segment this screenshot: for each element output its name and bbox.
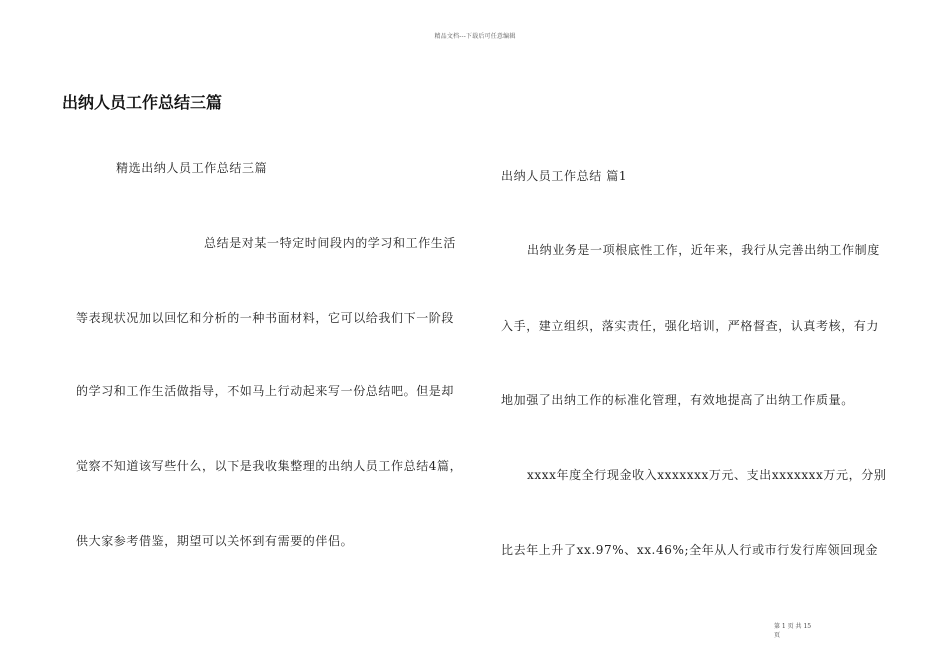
document-title: 出纳人员工作总结三篇 [62,93,223,112]
section-heading: 出纳人员工作总结 篇1 [501,169,628,183]
page-footer [774,622,834,640]
left-line-4: 的学习和工作生活做指导，不如马上行动起来写一份总结吧。但是却 [76,384,455,398]
right-line-3: 地加强了出纳工作的标准化管理，有效地提高了出纳工作质量。 [501,393,854,407]
page-indicator-suffix: 页 [774,632,781,639]
left-line-6: 供大家参考借鉴，期望可以关怀到有需要的伴侣。 [76,534,354,548]
right-line-4: xxxx年度全行现金收入xxxxxxx万元、支出xxxxxxx万元，分别 [527,468,887,482]
right-line-1: 出纳业务是一项根底性工作，近年来，我行从完善出纳工作制度 [527,243,880,257]
page-indicator: 第 1 页 共 15 [774,623,812,630]
right-line-2: 入手，建立组织，落实责任，强化培训，严格督查，认真考核，有力 [501,319,880,333]
left-line-2: 总结是对某一特定时间段内的学习和工作生活 [204,236,457,250]
right-line-5: 比去年上升了xx.97%、xx.46%;全年从人行或市行发行库领回现金 [501,543,879,557]
left-line-3: 等表现状况加以回忆和分析的一种书面材料，它可以给我们下一阶段 [76,311,455,325]
left-line-5: 觉察不知道该写些什么，以下是我收集整理的出纳人员工作总结4篇， [76,459,463,473]
left-line-1: 精选出纳人员工作总结三篇 [116,161,268,175]
header-note: 精品文档---下载后可任意编辑 [434,33,516,40]
